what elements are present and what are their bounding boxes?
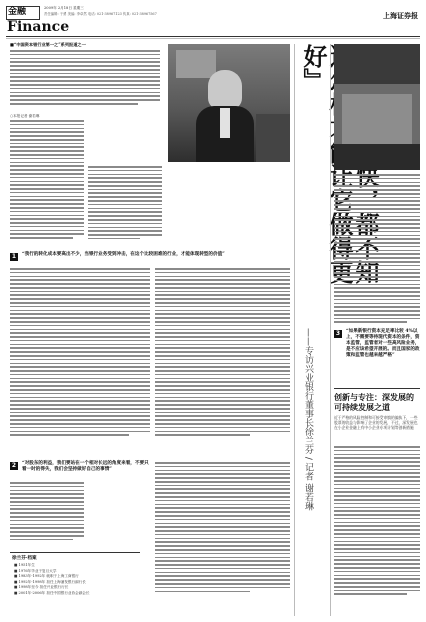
section-title-en: Finance <box>7 19 70 35</box>
column-divider <box>330 44 331 616</box>
body-text-3 <box>10 268 150 458</box>
profile-box-items <box>14 563 140 597</box>
byline: ○本报记者 谢若琳 <box>10 114 40 118</box>
subhead-3-marker: 3 <box>335 330 341 337</box>
office-photo <box>334 44 420 170</box>
column-divider <box>294 44 295 616</box>
big-headline: 快，都不 怎样才能让它做得更好』 <box>299 44 380 284</box>
masthead-rule-thin <box>6 38 420 39</box>
subhead-2-marker: 2 <box>11 462 17 469</box>
portrait-photo <box>168 44 290 162</box>
masthead <box>0 0 426 44</box>
headline-byline: ——专访兴业银行董事长徐兰芬 / 记者 谢若琳 <box>303 328 313 511</box>
feature-rule <box>334 388 420 389</box>
profile-item: ■ 1983年-1992年 就职于上海工商银行 <box>14 574 79 579</box>
lead-tag: ■“中国资本银行业第一之”系列报道之一 <box>10 42 86 47</box>
subhead-2: “对股东的利益，我们要站在一个相对长远的角度来看，不要只看一时的得失，我们会坚持做好自己的事情” <box>22 461 149 472</box>
body-text-6 <box>155 462 290 612</box>
profile-item: ■ 1951年生 <box>14 563 35 567</box>
masthead-rule <box>6 36 420 37</box>
feature-title: 创新与专注：深发展的可持续发展之道 <box>334 392 414 412</box>
profile-item: ■ 1998年至今 担任兴业银行行长 <box>14 585 69 590</box>
profile-item: ■ 2001年-2006年 担任中国银行业协会副会长 <box>14 590 90 595</box>
feature-body <box>334 446 420 612</box>
body-text-1 <box>10 120 84 250</box>
body-text-right-1 <box>334 174 420 344</box>
profile-box-title: 徐兰芬·档案 <box>12 556 37 561</box>
lead-intro <box>10 50 160 110</box>
profile-item: ■ 1992年-1998年 担任上海浦发银行副行长 <box>14 579 86 584</box>
profile-item: ■ 1976年毕业于复旦大学 <box>14 568 57 573</box>
feature-dek: 近于严格的风险控制和可接受审慎的偏执下，一些股票的收益与影响了企业的发展，不过，深发展也在小企业金融上有中小企业专项计划等创新措施 <box>334 415 418 430</box>
paper-name: 上海证券报 <box>383 11 418 20</box>
section-title-cn: 金融 <box>8 7 27 17</box>
right-quote: “如果新银行资本充足率比较 4%以上，不需要等待现代资本的条件，资本监管，监管者对一些高风险业务，是不应该希望开展的。而且国家的政策和监管也越来越严格” <box>346 329 420 358</box>
date-line: 2009年 2月18日 星期三 <box>44 6 84 10</box>
body-text-2 <box>88 166 162 250</box>
body-text-4 <box>155 268 290 458</box>
profile-box <box>10 552 140 617</box>
body-text-5 <box>10 482 84 548</box>
editor-line: 责任编辑: 于勇 美编: 李卓然 电话: 021-38967123 传真: 021-38967567 <box>44 12 157 16</box>
subhead-1: “我行的转化成本要高出不少，当银行业务受到冲击，在这个比较困难的行业，才能体现转型的价值” <box>22 252 225 257</box>
subhead-1-marker: 1 <box>11 253 17 260</box>
